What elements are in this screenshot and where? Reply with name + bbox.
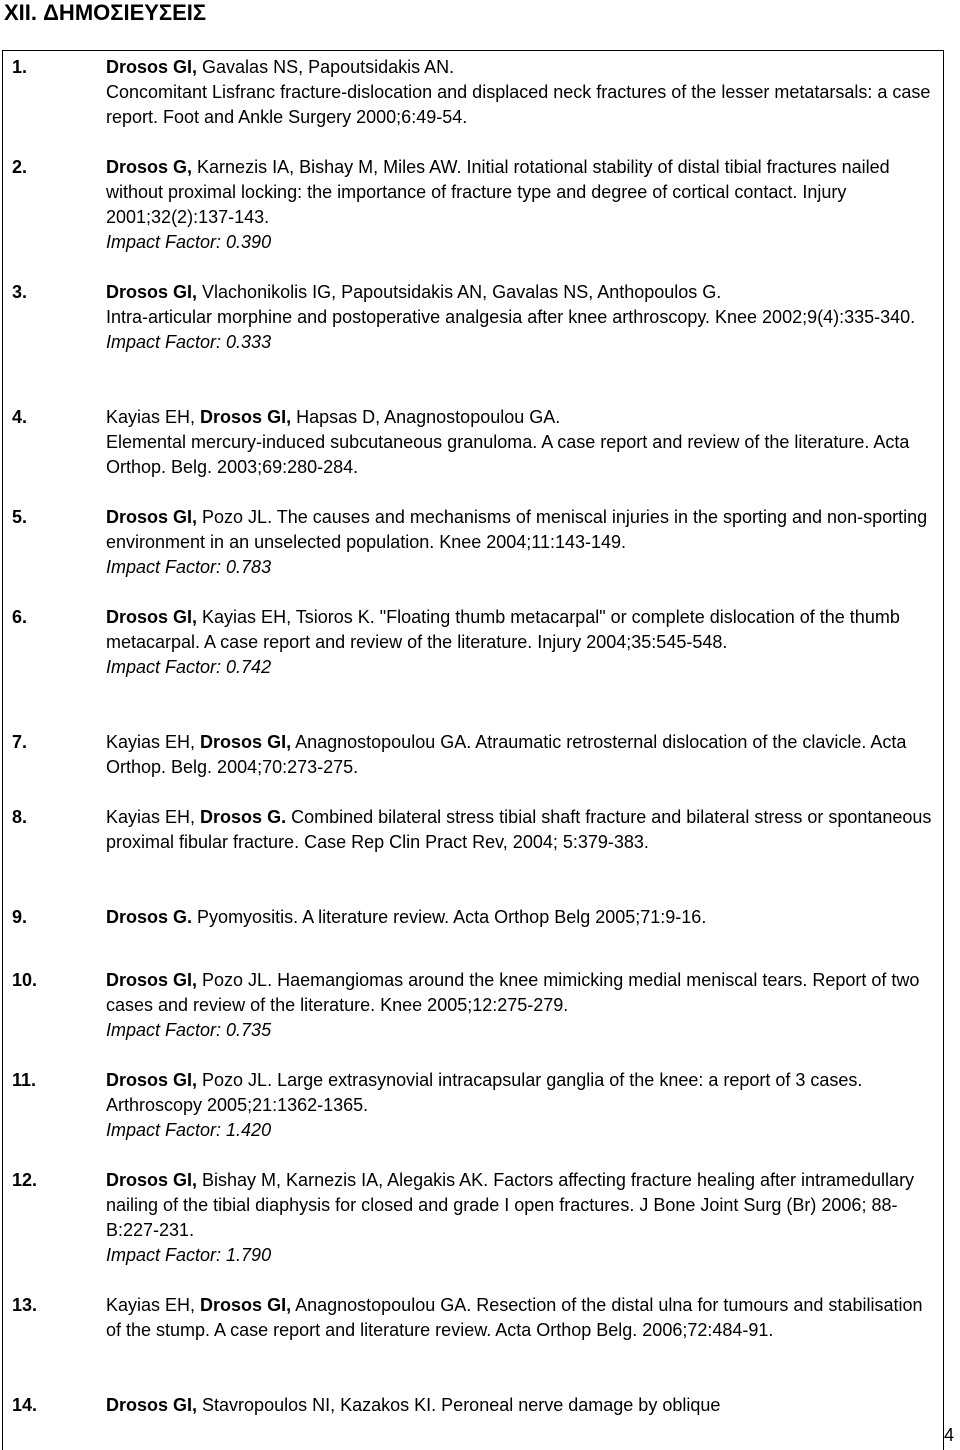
publication-item: [12, 280, 942, 355]
section-title: XII. ΔΗΜΟΣΙΕΥΣΕΙΣ: [4, 0, 207, 25]
author-names-trailing: Pozo JL.: [197, 507, 273, 527]
publication-citation: The causes and mechanisms of meniscal injuries in the sporting and non-sporting environment in an unselected population. Knee 2004;11:143-149.: [106, 507, 928, 552]
publication-item: [12, 605, 942, 680]
publication-authors: [106, 907, 192, 927]
publication-body: [106, 55, 936, 130]
publication-citation: Peroneal nerve damage by oblique: [441, 1395, 721, 1415]
author-highlighted: Drosos GI,: [106, 970, 198, 990]
publication-body: [106, 1168, 936, 1268]
publication-number: 12.: [12, 1170, 38, 1190]
author-names-trailing: Anagnostopoulou GA.: [291, 1295, 472, 1315]
publication-citation: Atraumatic retrosternal dislocation of the clavicle. Acta Orthop. Belg. 2004;70:273-275.: [106, 732, 907, 777]
publication-number: 2.: [12, 157, 28, 177]
impact-factor: Impact Factor: 1.790: [106, 1245, 272, 1265]
publication-body: [106, 1393, 936, 1418]
publication-item: [12, 1168, 942, 1268]
publication-number: 9.: [12, 907, 28, 927]
publication-number: 1.: [12, 57, 28, 77]
publication-body: [106, 1293, 936, 1343]
author-names-trailing: Hapsas D, Anagnostopoulou GA.: [291, 407, 561, 427]
publication-item: [12, 405, 942, 480]
impact-factor: Impact Factor: 0.735: [106, 1020, 272, 1040]
publication-item: [12, 905, 942, 930]
author-names-leading: Kayias EH,: [106, 732, 201, 752]
author-names-trailing: Kayias EH, Tsioros K.: [197, 607, 375, 627]
author-highlighted: Drosos GI,: [106, 1395, 198, 1415]
author-names-trailing: Anagnostopoulou GA.: [291, 732, 472, 752]
publication-authors: [106, 970, 272, 990]
publication-authors: [106, 280, 936, 305]
impact-factor: Impact Factor: 0.390: [106, 232, 272, 252]
publication-number: 5.: [12, 507, 28, 527]
author-names-leading: Kayias EH,: [106, 1295, 201, 1315]
impact-factor: Impact Factor: 0.333: [106, 332, 272, 352]
publication-body: [106, 730, 936, 780]
publication-authors: [106, 607, 375, 627]
publication-item: [12, 1068, 942, 1143]
impact-factor: Impact Factor: 0.742: [106, 657, 272, 677]
publication-citation: Large extrasynovial intracapsular ganglia of the knee: a report of 3 cases. Arthroscopy 2005;21:1362-1365.: [106, 1070, 863, 1115]
publication-citation: Haemangiomas around the knee mimicking medial meniscal tears. Report of two cases and review of the literature. Knee 2005;12:275-279.: [106, 970, 920, 1015]
page-number: 4: [944, 1425, 955, 1445]
publication-item: [12, 1393, 942, 1418]
publication-authors: [106, 1170, 488, 1190]
publication-number: 3.: [12, 282, 28, 302]
author-names-leading: Kayias EH,: [106, 407, 201, 427]
publication-item: [12, 55, 942, 130]
author-highlighted: Drosos GI,: [200, 407, 292, 427]
publication-authors: [106, 1070, 272, 1090]
author-names-trailing: Stavropoulos NI, Kazakos KI.: [197, 1395, 437, 1415]
publication-body: [106, 605, 936, 680]
publication-number: 4.: [12, 407, 28, 427]
publication-body: [106, 805, 936, 855]
publication-authors: [106, 732, 471, 752]
publication-citation: Resection of the distal ulna for tumours and stabilisation of the stump. A case report and literature review. Acta Orthop Belg. 2006;72:484-91.: [106, 1295, 923, 1340]
author-names-trailing: Vlachonikolis IG, Papoutsidakis AN, Gavalas NS, Anthopoulos G.: [197, 282, 722, 302]
publication-number: 6.: [12, 607, 28, 627]
publication-body: [106, 968, 936, 1043]
author-names-trailing: Pozo JL.: [197, 1070, 273, 1090]
publication-body: [106, 1068, 936, 1143]
author-highlighted: Drosos GI,: [106, 1070, 198, 1090]
publication-citation: Pyomyositis. A literature review. Acta Orthop Belg 2005;71:9-16.: [197, 907, 707, 927]
author-names-trailing: Bishay M, Karnezis IA, Alegakis AK.: [197, 1170, 489, 1190]
author-highlighted: Drosos GI,: [106, 282, 198, 302]
publication-authors: [106, 807, 286, 827]
author-names-trailing: Pozo JL.: [197, 970, 273, 990]
publication-item: [12, 730, 942, 780]
impact-factor: Impact Factor: 1.420: [106, 1120, 272, 1140]
publication-body: [106, 280, 936, 355]
publication-number: 8.: [12, 807, 28, 827]
author-names-trailing: Gavalas NS, Papoutsidakis AN.: [197, 57, 455, 77]
publication-citation: Factors affecting fracture healing after intramedullary nailing of the tibial diaphysis for closed and grade I open fractures. J Bone Joint Surg (Br) 2006; 88-B:227-231.: [106, 1170, 915, 1240]
publication-authors: [106, 55, 936, 80]
impact-factor: Impact Factor: 0.783: [106, 557, 272, 577]
publication-item: [12, 968, 942, 1043]
publication-number: 10.: [12, 970, 38, 990]
publication-body: [106, 905, 936, 930]
publication-number: 13.: [12, 1295, 38, 1315]
publication-item: [12, 1293, 942, 1343]
publication-authors: [106, 405, 936, 430]
publication-number: 7.: [12, 732, 28, 752]
publication-number: 11.: [12, 1070, 37, 1090]
publication-body: [106, 155, 936, 255]
publication-citation: Combined bilateral stress tibial shaft fracture and bilateral stress or spontaneous proximal fibular fracture. Case Rep Clin Pract Rev, 2004; 5:379-383.: [106, 807, 932, 852]
author-highlighted: Drosos GI,: [106, 1170, 198, 1190]
publication-body: [106, 505, 936, 580]
publication-citation: Elemental mercury-induced subcutaneous granuloma. A case report and review of the literature. Acta Orthop. Belg. 2003;69:280-284.: [106, 432, 910, 477]
author-highlighted: Drosos G.: [106, 907, 193, 927]
publication-citation: Intra-articular morphine and postoperative analgesia after knee arthroscopy. Knee 2002;9(4):335-340.: [106, 307, 916, 327]
publication-number: 14.: [12, 1395, 38, 1415]
author-highlighted: Drosos GI,: [106, 607, 198, 627]
publication-item: [12, 505, 942, 580]
author-highlighted: Drosos G.: [200, 807, 287, 827]
publication-citation: Concomitant Lisfranc fracture-dislocation and displaced neck fractures of the lesser metatarsals: a case report. Foot and Ankle Surgery 2000;6:49-54.: [106, 82, 931, 127]
author-highlighted: Drosos GI,: [106, 57, 198, 77]
author-names-leading: Kayias EH,: [106, 807, 201, 827]
publication-authors: [106, 1395, 436, 1415]
publication-authors: [106, 507, 272, 527]
author-highlighted: Drosos GI,: [200, 732, 292, 752]
author-highlighted: Drosos G,: [106, 157, 193, 177]
publication-authors: [106, 157, 461, 177]
publication-item: [12, 805, 942, 855]
author-highlighted: Drosos GI,: [200, 1295, 292, 1315]
author-names-trailing: Karnezis IA, Bishay M, Miles AW.: [192, 157, 462, 177]
publication-item: [12, 155, 942, 255]
publication-citation: "Floating thumb metacarpal" or complete dislocation of the thumb metacarpal. A case report and review of the literature. Injury 2004;35:545-548.: [106, 607, 900, 652]
publication-citation: Initial rotational stability of distal tibial fractures nailed without proximal locking: the importance of fracture type and degree of cortical contact. Injury 2001;32(2):137-143.: [106, 157, 890, 227]
author-highlighted: Drosos GI,: [106, 507, 198, 527]
publication-authors: [106, 1295, 471, 1315]
publication-body: [106, 405, 936, 480]
